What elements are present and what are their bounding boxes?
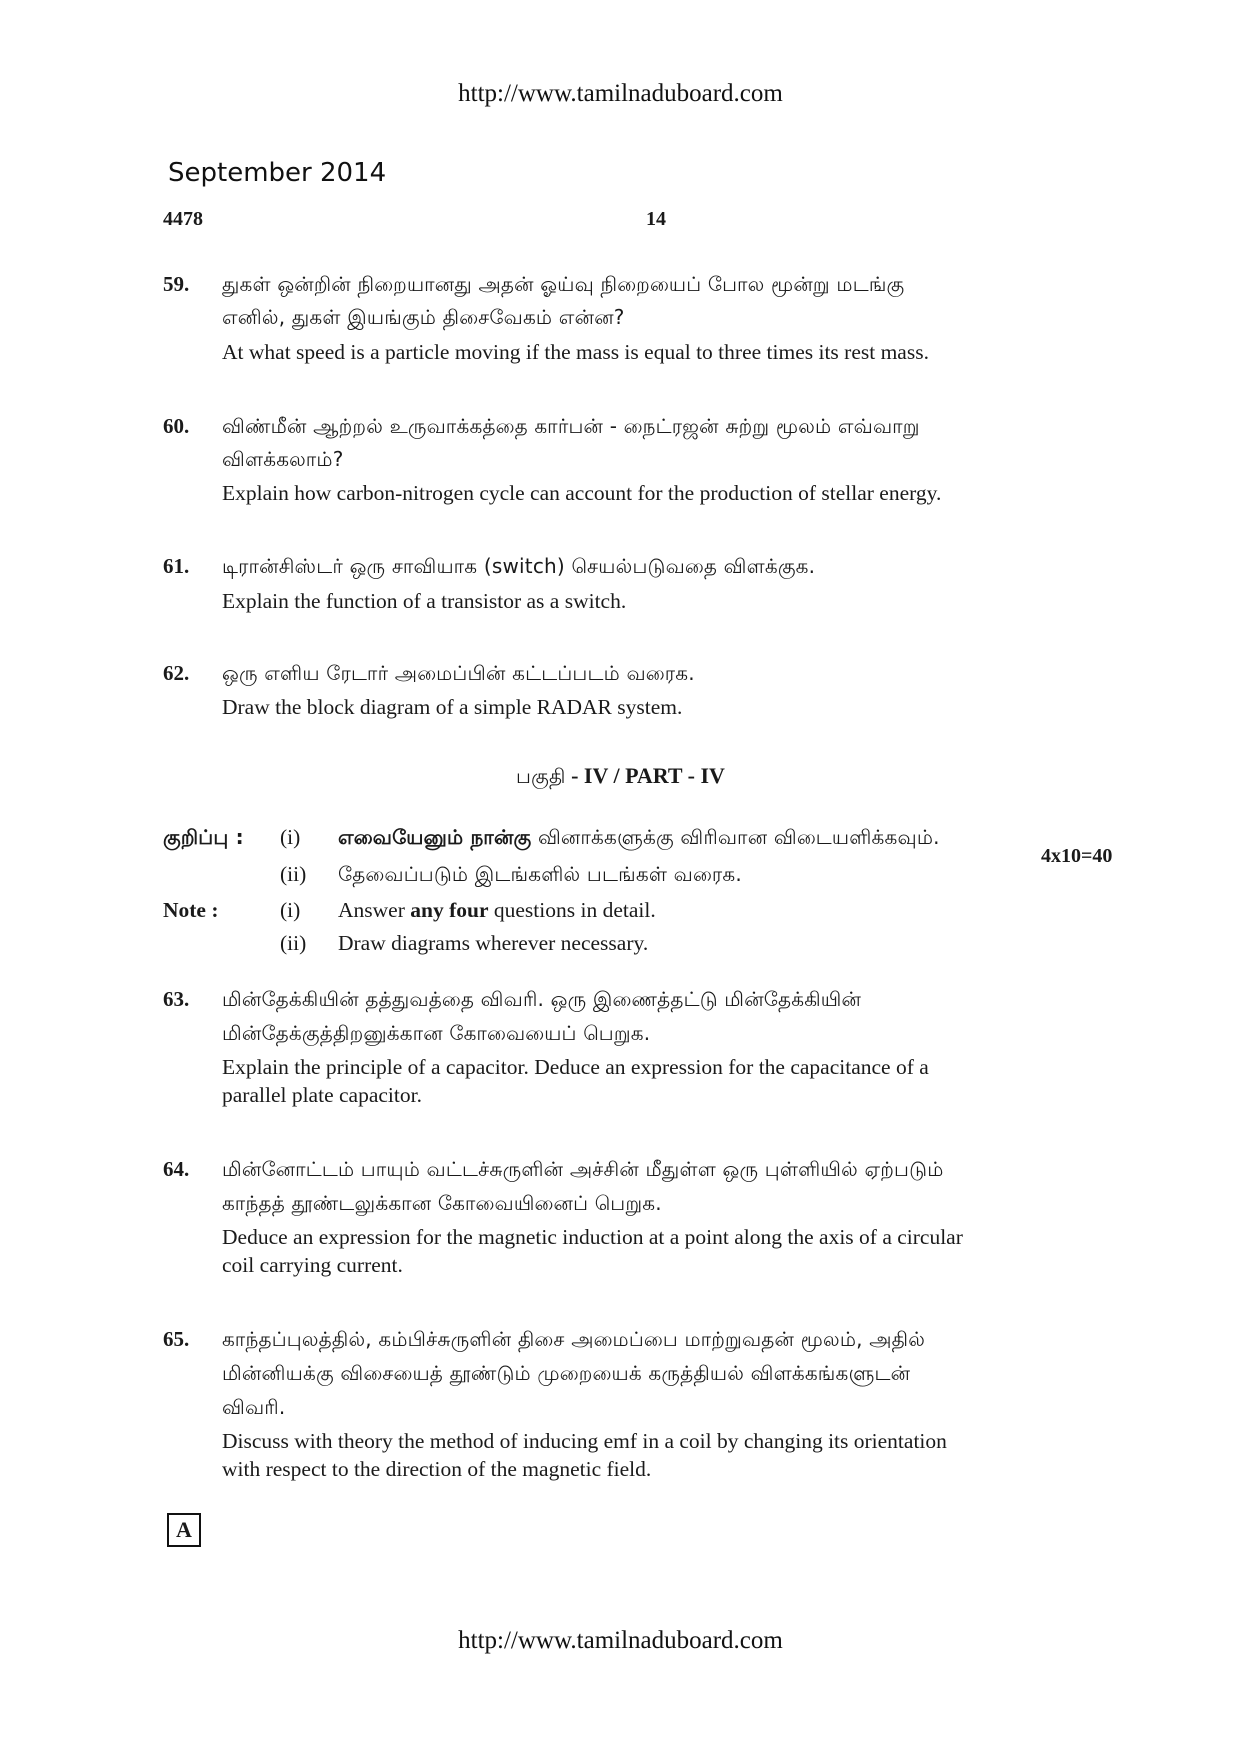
question-tamil-line: மின்தேக்குத்திறனுக்கான கோவையைப் பெறுக. <box>222 1021 651 1045</box>
question-number: 65. <box>163 1327 190 1351</box>
question-english-line: Explain how carbon-nitrogen cycle can account for the production of stellar energy. <box>222 481 942 505</box>
instructions-tamil-label: குறிப்பு : <box>163 825 244 849</box>
question-tamil-line: மின்னோட்டம் பாயும் வட்டச்சுருளின் அச்சின் மீதுள்ள ஒரு புள்ளியில் ஏற்படும் <box>222 1157 944 1181</box>
question-tamil-line: விவரி. <box>222 1395 286 1419</box>
question-tamil-line: டிரான்சிஸ்டர் ஒரு சாவியாக (switch) செயல்படுவதை விளக்குக. <box>222 554 816 578</box>
question-english-line: Deduce an expression for the magnetic induction at a point along the axis of a circular <box>222 1225 963 1249</box>
question-english-line: coil carrying current. <box>222 1253 403 1277</box>
instruction-tamil-line <box>338 825 940 852</box>
question-tamil-line: மின்தேக்கியின் தத்துவத்தை விவரி. ஒரு இணைத்தட்டு மின்தேக்கியின் <box>222 987 862 1011</box>
paper-code: 4478 <box>163 208 203 230</box>
instruction-marker: (i) <box>280 825 301 849</box>
question-tamil-line: ஒரு எளிய ரேடார் அமைப்பின் கட்டப்படம் வரைக. <box>222 661 695 685</box>
instruction-text: தேவைப்படும் இடங்களில் படங்கள் வரைக. <box>338 862 742 886</box>
question-english-line: parallel plate capacitor. <box>222 1083 422 1107</box>
question-number: 62. <box>163 661 190 685</box>
note-line <box>338 898 656 923</box>
question-tamil-line: காந்தத் தூண்டலுக்கான கோவையினைப் பெறுக. <box>222 1191 662 1215</box>
part-heading-english: - IV / PART - IV <box>565 763 725 788</box>
note-text: Answer <box>338 898 411 922</box>
question-english-line: Explain the principle of a capacitor. Deduce an expression for the capacitance of a <box>222 1055 929 1079</box>
question-tamil-line: காந்தப்புலத்தில், கம்பிச்சுருளின் திசை அமைப்பை மாற்றுவதன் மூலம், அதில் <box>222 1327 926 1351</box>
note-label: Note : <box>163 898 219 922</box>
note-text: questions in detail. <box>488 898 656 922</box>
version-box: A <box>167 1513 201 1547</box>
instruction-marker: (ii) <box>280 862 307 886</box>
note-line <box>338 931 648 956</box>
marks: 4x10=40 <box>1041 845 1113 867</box>
question-tamil-line: விண்மீன் ஆற்றல் உருவாக்கத்தை கார்பன் - நைட்ரஜன் சுற்று மூலம் எவ்வாறு <box>222 414 920 438</box>
question-tamil-line: விளக்கலாம்? <box>222 447 344 471</box>
question-number: 64. <box>163 1157 190 1181</box>
question-number: 59. <box>163 272 190 296</box>
note-emphasis: any four <box>410 898 489 922</box>
note-marker: (ii) <box>280 931 307 955</box>
question-english-line: Discuss with theory the method of inducing emf in a coil by changing its orientation <box>222 1429 947 1453</box>
question-english-line: with respect to the direction of the magnetic field. <box>222 1457 652 1481</box>
question-tamil-line: மின்னியக்கு விசையைத் தூண்டும் முறையைக் கருத்தியல் விளக்கங்களுடன் <box>222 1361 911 1385</box>
question-number: 60. <box>163 414 190 438</box>
question-number: 63. <box>163 987 190 1011</box>
question-tamil-line: துகள் ஒன்றின் நிறையானது அதன் ஓய்வு நிறையைப் போல மூன்று மடங்கு <box>222 272 905 296</box>
exam-date: September 2014 <box>168 158 387 188</box>
note-marker: (i) <box>280 898 301 922</box>
note-text: Draw diagrams wherever necessary. <box>338 931 649 955</box>
question-english-line: Draw the block diagram of a simple RADAR system. <box>222 695 683 719</box>
instruction-emphasis: எவையேனும் நான்கு <box>338 825 532 849</box>
instruction-tamil-line <box>338 862 742 889</box>
question-english-line: Explain the function of a transistor as a switch. <box>222 589 627 613</box>
part-heading-tamil: பகுதி <box>516 764 566 788</box>
part-heading <box>0 763 1241 791</box>
question-number: 61. <box>163 554 190 578</box>
header-url: http://www.tamilnaduboard.com <box>458 80 783 107</box>
instruction-text: வினாக்களுக்கு விரிவான விடையளிக்கவும். <box>531 825 940 849</box>
footer-url: http://www.tamilnaduboard.com <box>458 1627 783 1654</box>
question-english-line: At what speed is a particle moving if the mass is equal to three times its rest mass. <box>222 340 929 364</box>
question-tamil-line: எனில், துகள் இயங்கும் திசைவேகம் என்ன? <box>222 305 625 329</box>
page-number: 14 <box>646 208 666 230</box>
